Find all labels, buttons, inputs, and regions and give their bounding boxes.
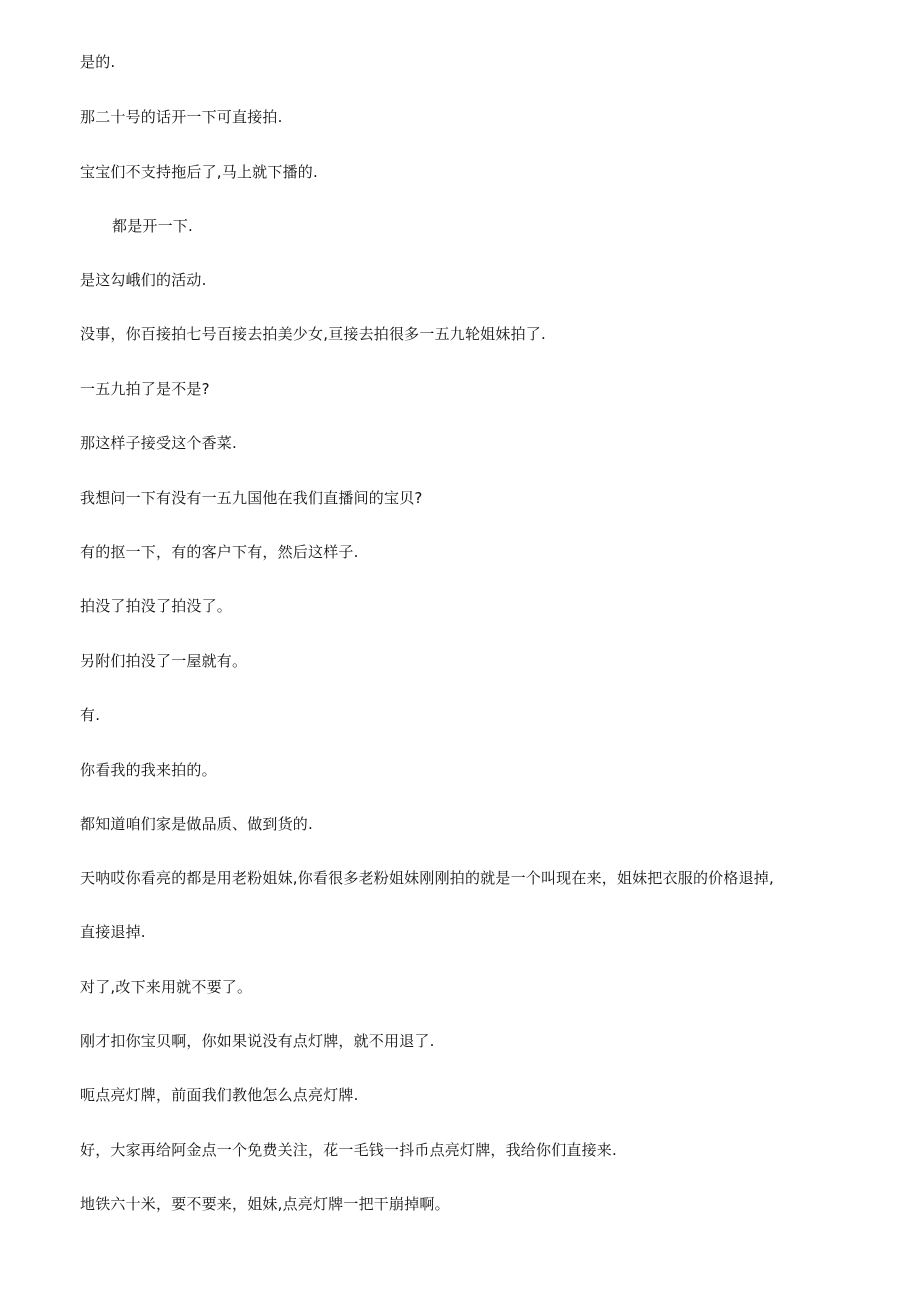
text-line: 是这勾峨们的活动. [80,271,207,289]
text-line: 是的. [80,53,116,71]
text-line: 有的抠一下，有的客户下有，然后这样子. [80,543,359,561]
text-line: 你看我的我来拍的。 [80,761,217,779]
text-line: 好，大家再给阿金点一个免费关注，花一毛钱一抖币点亮灯牌，我给你们直接来. [80,1141,617,1159]
text-line: 那这样子接受这个香菜. [80,434,237,452]
text-line: 都知道咱们家是做品质、做到货的. [80,815,313,833]
text-line: 一五九拍了是不是? [80,380,210,398]
text-line: 刚才扣你宝贝啊，你如果说没有点灯牌，就不用退了. [80,1032,435,1050]
text-line: 那二十号的话开一下可直接拍. [80,108,283,126]
text-line: 另附们拍没了一屋就有。 [80,652,248,670]
text-line: 对了,改下来用就不要了。 [80,978,253,996]
text-line: 都是开一下. [112,217,193,235]
text-line: 天呐哎你看亮的都是用老粉姐妹,你看很多老粉姐妹刚刚拍的就是一个叫现在来，姐妹把衣服的价格退掉, [80,869,774,887]
text-line: 呃点亮灯牌，前面我们教他怎么点亮灯牌. [80,1086,359,1104]
text-line: 拍没了拍没了拍没了。 [80,597,233,615]
text-line: 直接退掉. [80,923,146,941]
text-line: 有. [80,706,101,724]
text-line: 没事，你百接拍七号百接去拍美少女,亘接去拍很多一五九轮姐妹拍了. [80,325,546,343]
text-line: 宝宝们不支持拖后了,马上就下播的. [80,163,318,181]
text-line: 地铁六十米，要不要来，姐妹,点亮灯牌一把干崩掉啊。 [80,1195,450,1213]
text-line: 我想问一下有没有一五九国他在我们直播间的宝贝? [80,489,423,507]
